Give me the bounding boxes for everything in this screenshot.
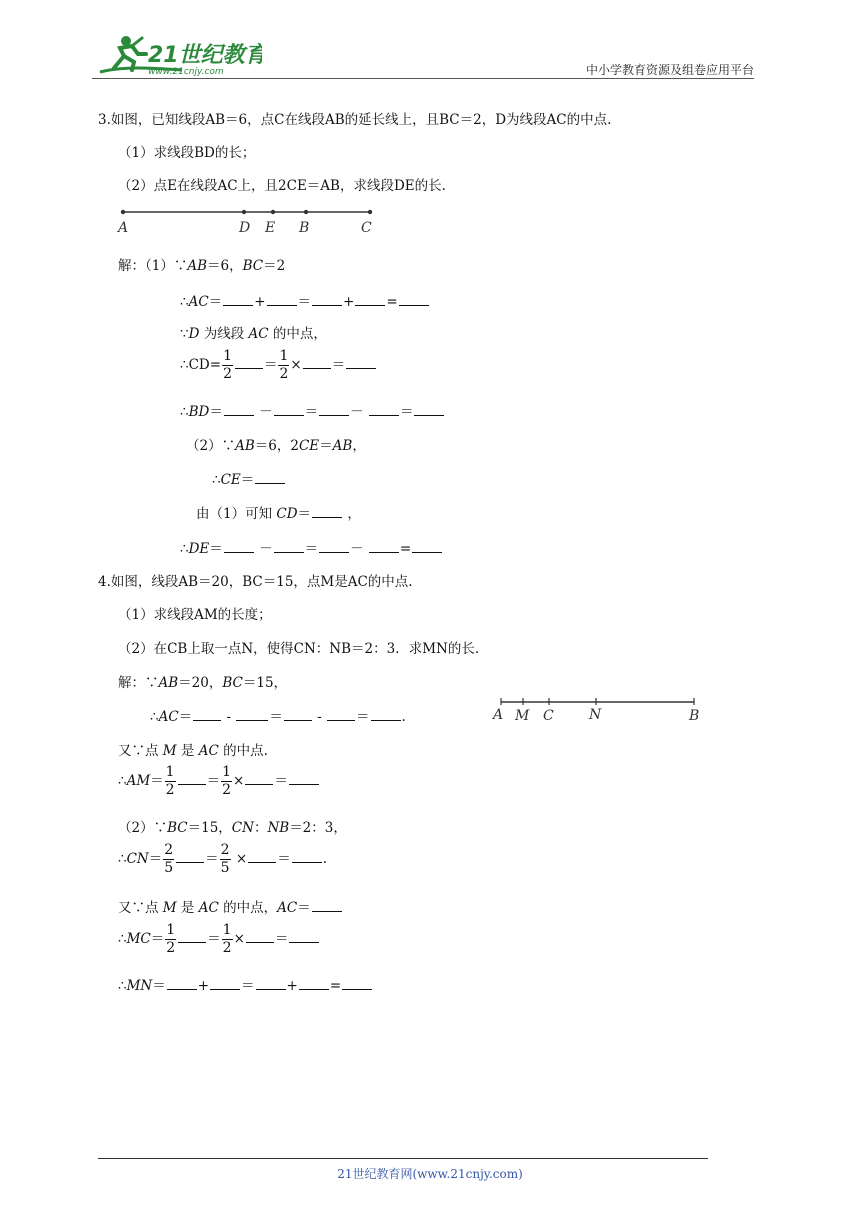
q4-label-c: C [543,708,554,724]
q3-label-b: B [299,220,310,236]
q3-sol-line1: 解：（1）∵AB＝6，BC＝2 [118,258,286,274]
q4-label-m: M [515,708,530,724]
q4-sol-line1: 解：∵AB＝20，BC＝15， [118,675,288,691]
q4-sol-line2: ∴AC＝ - ＝ - ＝ . [150,709,406,725]
q3-sol-line5: ∴BD＝ － ＝ － ＝ [180,400,445,420]
q3-sol-line7: ∴CE＝ [212,468,286,488]
q3-sol-line3: ∵D 为线段 AC 的中点， [180,326,327,342]
q4-sol-line5: （2）∵BC＝15，CN：NB＝2：3， [118,820,347,836]
header-divider [92,78,754,79]
q4-label-a: A [493,707,504,723]
q4-stem: 4.如图，线段AB＝20，BC＝15，点M是AC的中点. [98,574,413,590]
q3-label-a: A [118,220,129,236]
q4-part2: （2）在CB上取一点N，使得CN：NB＝2：3．求MN的长. [118,641,480,657]
footer-text: 21世纪教育网(www.21cnjy.com) [337,1167,523,1181]
site-logo [92,32,262,78]
q3-label-e: E [265,220,276,236]
q3-sol-line6: （2）∵AB＝6，2CE＝AB， [186,438,366,454]
q4-label-b: B [689,708,700,724]
q4-sol-line3: 又∵点 M 是 AC 的中点. [118,743,268,759]
header-platform-text: 中小学教育资源及组卷应用平台 [585,63,754,77]
q4-sol-line4: ∴AM＝ $\frac{1}{2}$ ＝ $\frac{1}{2}$ × ＝ [118,764,320,799]
logo-url: www.21cnjy.com [148,67,224,77]
q3-part1: （1）求线段BD的长； [118,145,256,161]
q3-part2: （2）点E在线段AC上，且2CE＝AB，求线段DE的长. [118,178,446,194]
footer-divider [98,1158,708,1159]
q3-stem: 3.如图，已知线段AB＝6，点C在线段AB的延长线上，且BC＝2，D为线段AC的中点. [98,112,612,128]
q4-part1: （1）求线段AM的长度； [118,607,272,623]
q3-segment-figure [110,200,390,240]
q4-label-n: N [589,707,602,723]
q3-sol-line2: ∴AC＝ + ＝ + = [180,290,430,310]
q4-sol-line8: ∴MC＝ $\frac{1}{2}$ ＝ $\frac{1}{2}$ × ＝ [118,922,320,957]
q4-segment-figure [488,692,708,728]
q4-sol-line7: 又∵点 M 是 AC 的中点，AC＝ [118,896,343,916]
logo-title: 21世纪教育 [148,43,262,68]
q3-label-c: C [361,220,372,236]
q3-sol-line4: ∴CD= $\frac{1}{2}$ ＝ $\frac{1}{2}$ × ＝ [180,348,377,383]
q4-sol-line6: ∴CN＝ $\frac{2}{5}$ ＝ $\frac{2}{5}$ × ＝ . [118,842,327,876]
q3-sol-line9: ∴DE＝ － ＝ － = [180,537,443,557]
q4-sol-line9: ∴MN＝ + ＝ + = [118,974,373,994]
q3-sol-line8: 由（1）可知 CD＝ ， [196,506,361,522]
q3-label-d: D [239,220,251,236]
